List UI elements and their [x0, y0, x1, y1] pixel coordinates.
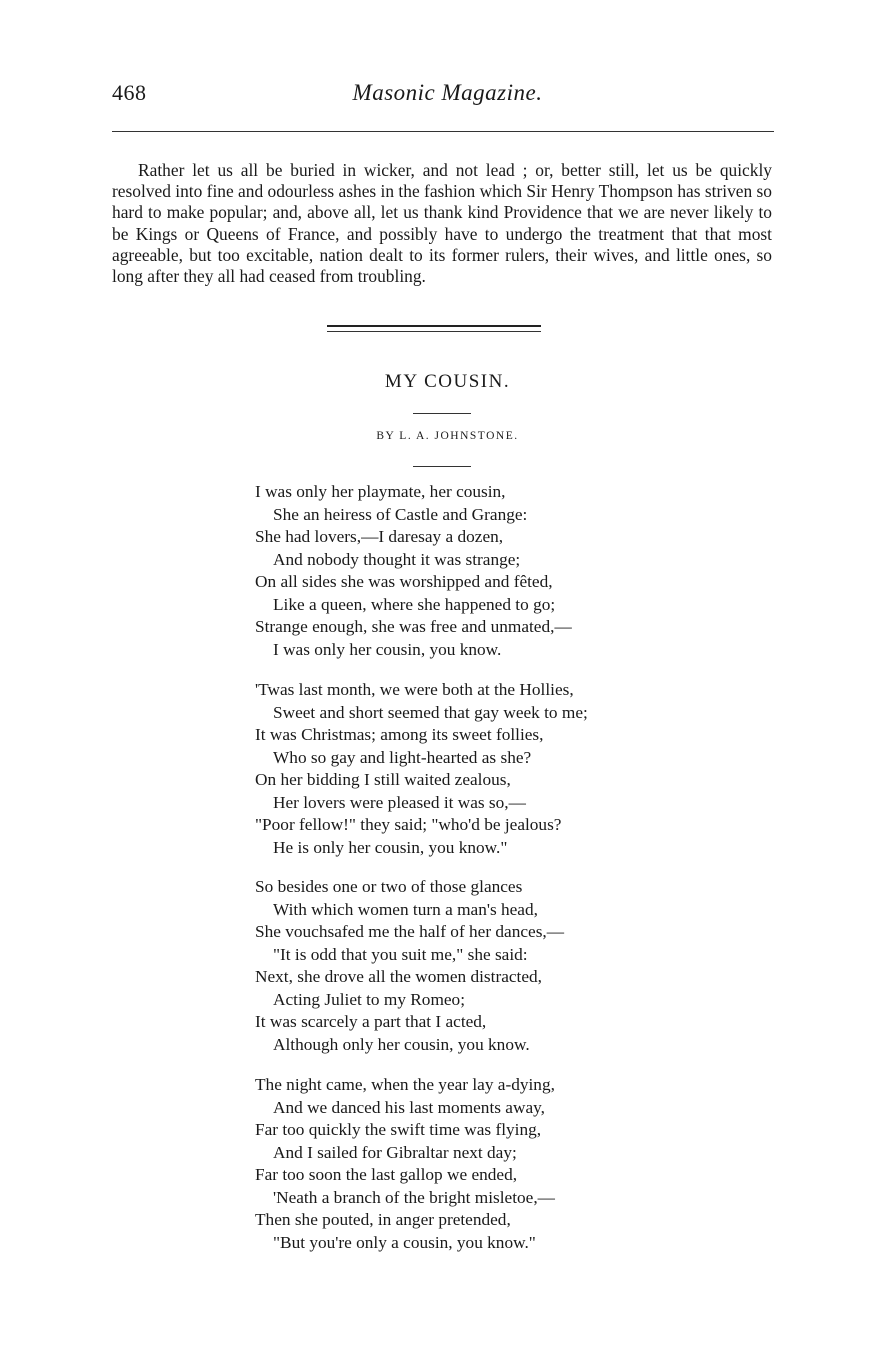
poem-line: Strange enough, she was free and unmated,— — [255, 617, 572, 636]
poem-line: Although only her cousin, you know. — [273, 1034, 530, 1054]
poem-line: And we danced his last moments away, — [273, 1097, 545, 1117]
header-rule — [112, 131, 774, 132]
poem-line: She an heiress of Castle and Grange: — [273, 504, 528, 524]
poem-line: On all sides she was worshipped and fêted, — [255, 572, 553, 591]
poem-line: Sweet and short seemed that gay week to me; — [273, 702, 588, 722]
stanza-1 — [255, 481, 715, 661]
poem-line: It was Christmas; among its sweet follies, — [255, 725, 544, 744]
poem-line: Who so gay and light-hearted as she? — [273, 747, 532, 767]
poem-line: "Poor fellow!" they said; "who'd be jealous? — [255, 815, 562, 834]
poem-line: Then she pouted, in anger pretended, — [255, 1210, 511, 1229]
poem-line: Far too soon the last gallop we ended, — [255, 1165, 518, 1184]
stanza-2 — [255, 679, 715, 859]
prose-paragraph: Rather let us all be buried in wicker, and not lead ; or, better still, let us be quickly resolved into fine and odourless ashes in the fashion which Sir Henry Thompson has striven so hard to make popular; and, above all, let us thank kind Providence that we are never likely to be Kings or Queens of France, and possibly have to undergo the treatment that that most agreeable, but too excitable, nation dealt to its former rulers, their wives, and little ones, so long after they all had ceased from troubling. — [112, 160, 772, 287]
poem-line: He is only her cousin, you know." — [273, 837, 508, 857]
page-number: 468 — [112, 80, 147, 105]
poem-line: She vouchsafed me the half of her dances,— — [255, 922, 565, 941]
poem-line: "But you're only a cousin, you know." — [273, 1232, 536, 1252]
poem-line: Far too quickly the swift time was flying, — [255, 1120, 542, 1139]
running-head: Masonic Magazine. — [352, 80, 543, 105]
poem-line: 'Neath a branch of the bright misletoe,— — [273, 1187, 555, 1207]
poem-line: And nobody thought it was strange; — [273, 549, 521, 569]
poem-byline: BY L. A. JOHNSTONE. — [376, 430, 519, 442]
poem-line: With which women turn a man's head, — [273, 899, 538, 919]
poem-line: I was only her cousin, you know. — [273, 639, 502, 659]
poem-line: Her lovers were pleased it was so,— — [273, 792, 526, 812]
stanza-4 — [255, 1074, 715, 1254]
poem-title: MY COUSIN. — [384, 371, 511, 392]
stanza-3 — [255, 876, 715, 1056]
poem-line: 'Twas last month, we were both at the Hollies, — [255, 680, 574, 699]
poem-line: Like a queen, where she happened to go; — [273, 594, 556, 614]
section-divider-thin — [327, 331, 541, 332]
poem-line: It was scarcely a part that I acted, — [255, 1012, 487, 1031]
byline-rule — [413, 466, 471, 467]
poem-line: Acting Juliet to my Romeo; — [273, 989, 466, 1009]
section-divider-thick — [327, 325, 541, 327]
poem-line: On her bidding I still waited zealous, — [255, 770, 511, 789]
poem-line: I was only her playmate, her cousin, — [255, 482, 506, 501]
poem-line: Next, she drove all the women distracted, — [255, 967, 542, 986]
title-rule — [413, 413, 471, 414]
poem-line: "It is odd that you suit me," she said: — [273, 944, 528, 964]
poem-line: So besides one or two of those glances — [255, 877, 523, 896]
poem-line: She had lovers,—I daresay a dozen, — [255, 527, 504, 546]
poem-line: And I sailed for Gibraltar next day; — [273, 1142, 517, 1162]
poem-line: The night came, when the year lay a-dying, — [255, 1075, 555, 1094]
